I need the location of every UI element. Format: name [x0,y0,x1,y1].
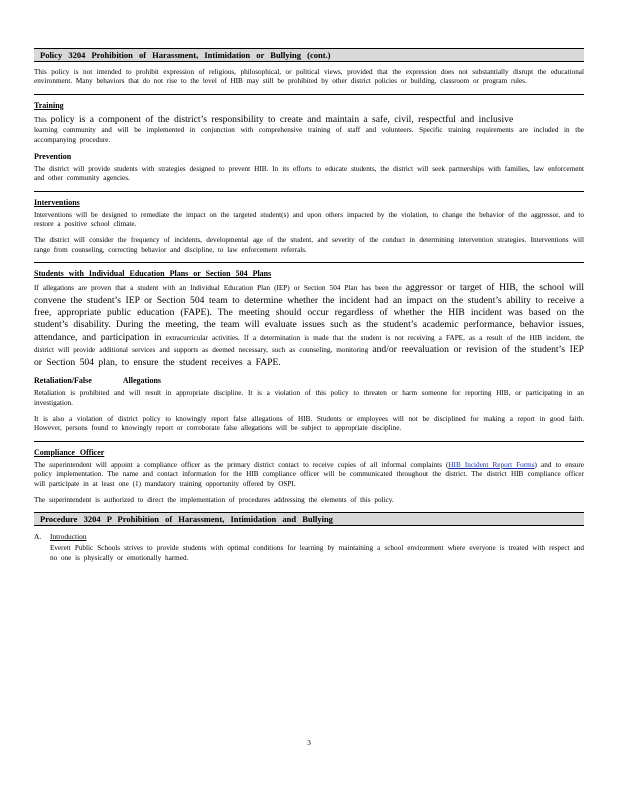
interventions-heading: Interventions [34,197,80,207]
intro-paragraph: This policy is not intended to prohibit expression of religious, philosophical, or political views, provided that the expression does not substantially disrupt the educational environment. Many behaviors that do not rise to the level of HIB may still be prohibited by other district policies or building, classroom or program rules. [34,68,584,86]
document-page [34,48,584,570]
hib-report-forms-link[interactable]: HIB Incident Report Forms [448,460,535,469]
training-rest: learning community and will be implemented in conjunction with comprehensive training of staff and volunteers. Specific training requirements are included in the accompanying procedure. [34,126,584,144]
compliance-paragraph-1 [34,461,584,489]
training-heading: Training [34,100,64,110]
iep-text-large: aggressor or target of HIB, the school will convene the student’s IEP or Section 504 team to determine whether the incident had an impact on the student’s ability to receive a free, appropriate public education (FAPE). The meeting should occur regardless of whether the HIB incident was based on the student’s disability. During the meeting, the team will evaluate issues such as the student’s academic performance, behavior issues, attendance, and participation in [34,282,584,343]
procedure-header-bar [34,512,584,526]
procedure-header-title: Procedure 3204 P Prohibition of Harassment, Intimidation and Bullying [40,514,333,525]
iep-text-b: extracurricular activities. If a determination is made that the student is not receiving a FAPE, as a result of the HIB incident, the district will provide additional services and supports as deemed necessary, such as counseling, monitoring [34,333,585,355]
section-divider [34,262,584,263]
retaliation-heading [34,376,584,385]
retaliation-paragraph-2: It is also a violation of district policy to knowingly report false allegations of HIB. Students or employees will not be disciplined for making a report in good faith. However, persons found to knowingly report or corroborate false allegations will be subject to appropriate discipline. [34,415,584,433]
procedure-intro-paragraph: Everett Public Schools strives to provide students with optimal conditions for learning by maintaining a school environment where everyone is treated with respect and no one is physically or emotionally harmed. [50,544,584,562]
retaliation-heading-a: Retaliation/False [34,376,92,386]
compliance-heading: Compliance Officer [34,447,105,457]
prevention-heading: Prevention [34,151,72,161]
section-divider [34,441,584,442]
policy-header-title: Policy 3204 Prohibition of Harassment, Intimidation or Bullying (cont.) [40,50,331,60]
iep-paragraph [34,282,584,369]
item-label: Introduction [50,532,87,542]
training-large-text: policy is a component of the district’s responsibility to create and maintain a safe, civil, respectful and inclusive [50,113,514,125]
compliance-paragraph-2: The superintendent is authorized to direct the implementation of procedures addressing the elements of this policy. [34,495,394,504]
section-divider [34,191,584,192]
interventions-paragraph-2: The district will consider the frequency of incidents, developmental age of the student, and severity of the conduct in determining intervention strategies. Interventions will range from counseling, correcting behavior and discipline, to law enforcement referrals. [34,236,584,254]
item-number: A. [34,532,42,542]
page-number: 3 [307,738,311,747]
compliance-text-b: ) and to ensure policy implementation. The name and contact information for the HIB compliance officer will be communicated throughout the district. The district HIB compliance officer will participate in at least one (1) mandatory training opportunity offered by OSPI. [34,460,584,488]
iep-text-a: If allegations are proven that a student with an Individual Education Plan (IEP) or Section 504 Plan has been the [34,284,402,293]
iep-text-large-b: and/or reevaluation or revision of the student’s IEP or Section 504 plan, to ensure the student receives a FAPE. [34,344,585,368]
procedure-item-introduction [34,532,584,541]
prevention-paragraph: The district will provide students with strategies designed to prevent HIB. In its efforts to educate students, the district will seek partnerships with families, law enforcement and other community agencies. [34,164,584,183]
retaliation-heading-b: Allegations [122,376,162,386]
section-divider [34,94,584,95]
interventions-paragraph-1: Interventions will be designed to remediate the impact on the targeted student(s) and upon others impacted by the violation, to change the behavior of the aggressor, and to restore a positive school climate. [34,210,584,228]
training-lead: This [34,115,47,124]
policy-header-bar [34,48,584,62]
iep-heading: Students with Individual Education Plans or Section 504 Plans [34,269,272,279]
retaliation-paragraph-1: Retaliation is prohibited and will result in appropriate discipline. It is a violation of this policy to threaten or harm someone for reporting HIB, or participating in an investigation. [34,389,584,407]
compliance-text-a: The superintendent will appoint a compliance officer as the primary district contact to receive copies of all informal complaints ( [34,460,449,469]
training-paragraph [34,114,584,145]
